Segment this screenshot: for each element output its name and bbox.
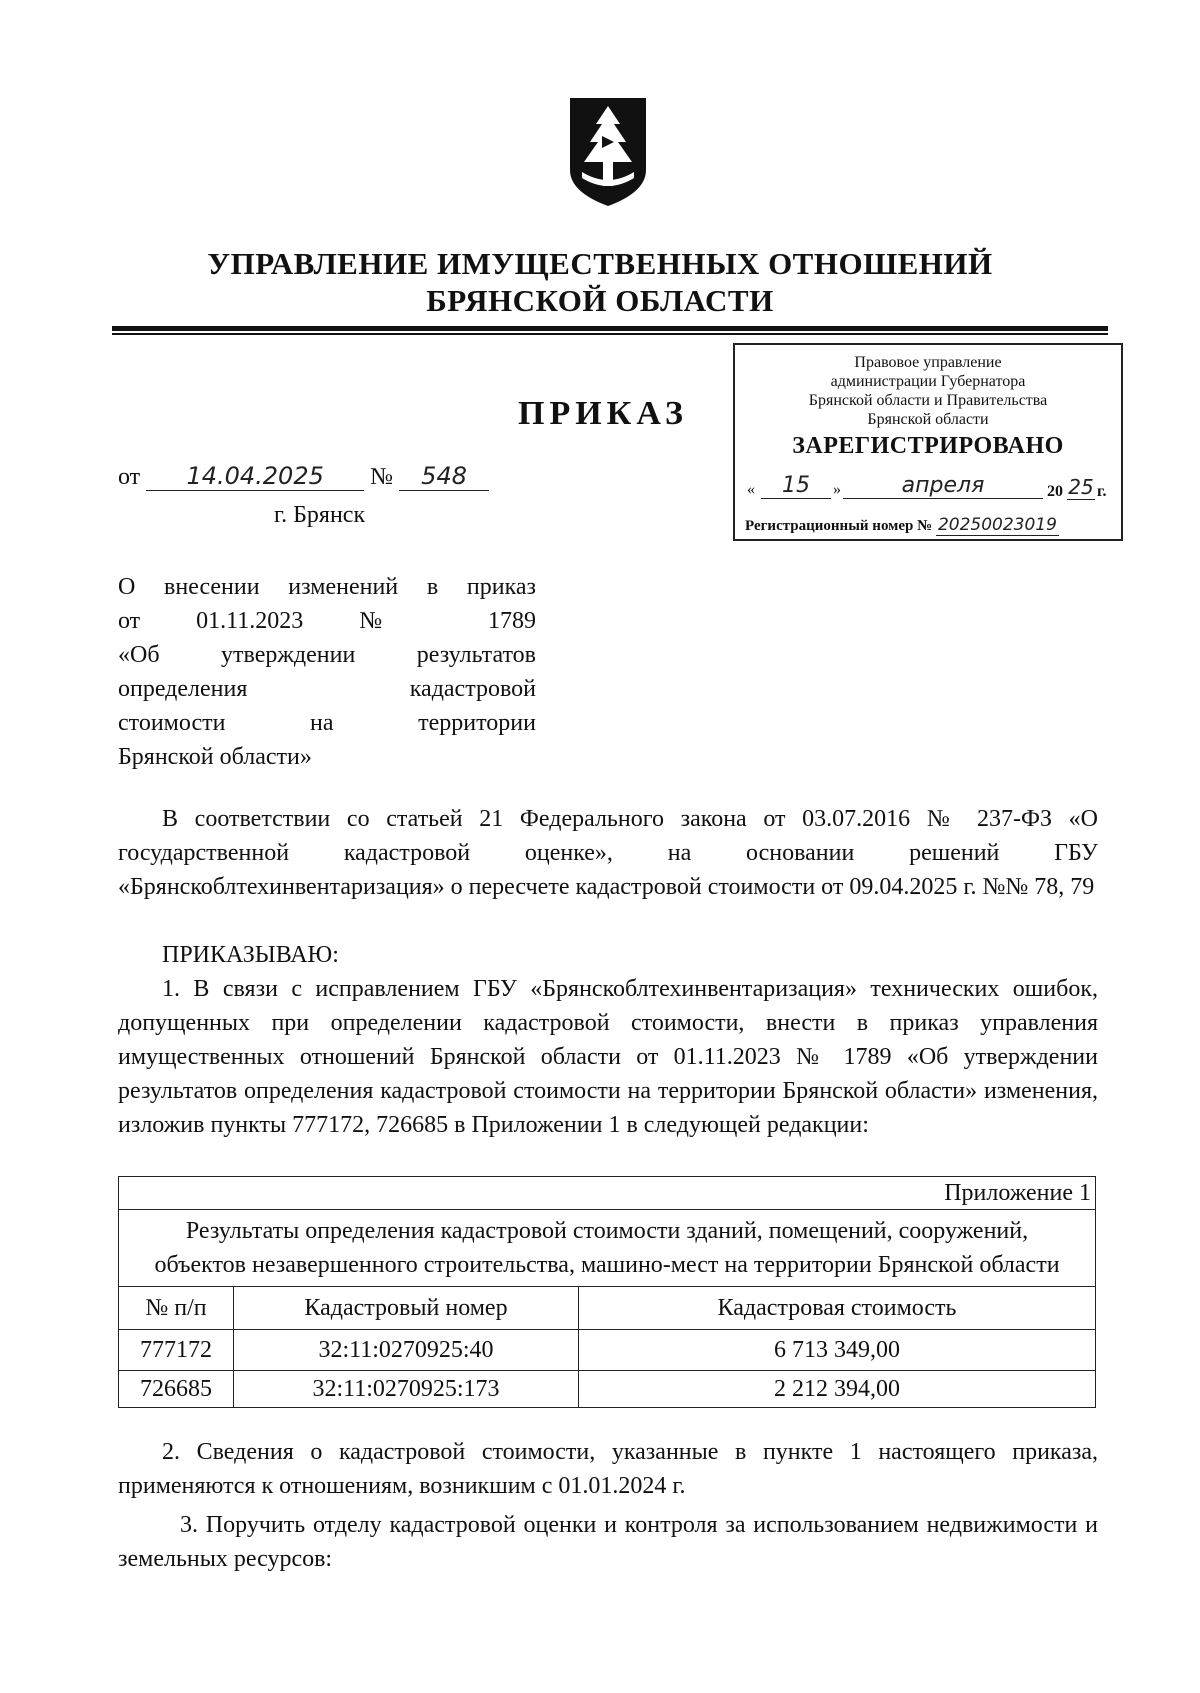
header-divider-thick <box>112 326 1108 331</box>
item-1-paragraph: 1. В связи с исправлением ГБУ «Брянскоблтехинвентаризация» технических ошибок, допущенных при определении кадастровой стоимости, внести в приказ управления имущественных отношений Брянской области от 01.11.2023 № 1789 «Об утверждении результатов определения кадастровой стоимости на территории Брянской области» изменения, изложив пункты 777172, 726685 в Приложении 1 в следующей редакции: <box>118 976 1098 1138</box>
order-number: 548 <box>399 462 489 491</box>
order-date-number <box>118 462 489 491</box>
stamp-year-unit: г. <box>1097 483 1107 500</box>
stamp-reg-number: 20250023019 <box>937 515 1057 535</box>
stamp-reg-label: Регистрационный номер № <box>745 518 933 534</box>
coat-of-arms-emblem <box>562 92 654 210</box>
subject-line: О внесении изменений в приказ <box>118 574 536 600</box>
table-cell: 2 212 394,00 <box>579 1371 1096 1408</box>
order-subject <box>118 570 536 774</box>
stamp-registered: ЗАРЕГИСТРИРОВАНО <box>792 433 1064 459</box>
registration-stamp <box>733 343 1123 541</box>
header-divider-thin <box>112 333 1108 335</box>
fir-tree-shield-icon <box>562 92 654 210</box>
document-title: ПРИКАЗ <box>518 395 688 432</box>
organization-name-line1: УПРАВЛЕНИЕ ИМУЩЕСТВЕННЫХ ОТНОШЕНИЙ <box>207 246 993 281</box>
subject-line: Брянской области» <box>118 744 312 770</box>
order-date: 14.04.2025 <box>146 462 364 491</box>
order-word: ПРИКАЗЫВАЮ: <box>162 942 339 968</box>
stamp-reg-number-row <box>745 515 1059 535</box>
table-cell: 777172 <box>119 1330 234 1371</box>
column-header: № п/п <box>119 1287 234 1330</box>
stamp-year-suffix: 25 <box>1068 475 1094 499</box>
stamp-year-prefix: 20 <box>1047 483 1063 500</box>
table-header-row <box>119 1287 1096 1330</box>
subject-line: стоимости на территории <box>118 710 536 736</box>
preamble-paragraph: В соответствии со статьей 21 Федерального закона от 03.07.2016 № 237-ФЗ «О государственной кадастровой оценке», на основании решений ГБУ «Брянскоблтехинвентаризация» о пересчете кадастровой стоимости от 09.04.2025 г. №№ 78, 79 <box>118 806 1098 900</box>
number-label: № <box>370 464 394 490</box>
subject-line: определения кадастровой <box>118 676 536 702</box>
organization-name-line2: БРЯНСКОЙ ОБЛАСТИ <box>426 283 774 318</box>
stamp-month: апреля <box>843 473 1043 499</box>
column-header: Кадастровый номер <box>234 1287 579 1330</box>
stamp-line: администрации Губернатора <box>830 373 1026 390</box>
stamp-line: Брянской области и Правительства <box>808 392 1048 409</box>
table-cell: 32:11:0270925:173 <box>234 1371 579 1408</box>
table-caption: Результаты определения кадастровой стоимости зданий, помещений, сооружений, объектов незавершенного строительства, машино-мест на территории Брянской области <box>119 1210 1096 1287</box>
appendix-label: Приложение 1 <box>119 1177 1096 1210</box>
table-cell: 32:11:0270925:40 <box>234 1330 579 1371</box>
city: г. Брянск <box>274 502 366 528</box>
stamp-day: 15 <box>761 473 831 499</box>
table-row <box>119 1371 1096 1408</box>
item-2-paragraph: 2. Сведения о кадастровой стоимости, указанные в пункте 1 настоящего приказа, применяются к отношениям, возникшим с 01.01.2024 г. <box>118 1439 1098 1499</box>
table-row <box>119 1330 1096 1371</box>
table-cell: 726685 <box>119 1371 234 1408</box>
table-cell: 6 713 349,00 <box>579 1330 1096 1371</box>
stamp-line: Брянской области <box>867 411 989 428</box>
cadastral-value-table <box>118 1176 1096 1408</box>
stamp-date: « 15 » апреля 20 25 г. <box>747 473 1107 500</box>
subject-line: «Об утверждении результатов <box>118 642 536 668</box>
from-label: от <box>118 464 141 490</box>
subject-line: от 01.11.2023 № 1789 <box>118 608 536 634</box>
column-header: Кадастровая стоимость <box>579 1287 1096 1330</box>
item-3-paragraph: 3. Поручить отделу кадастровой оценки и контроля за использованием недвижимости и земельных ресурсов: <box>118 1512 1098 1572</box>
stamp-line: Правовое управление <box>854 354 1002 371</box>
